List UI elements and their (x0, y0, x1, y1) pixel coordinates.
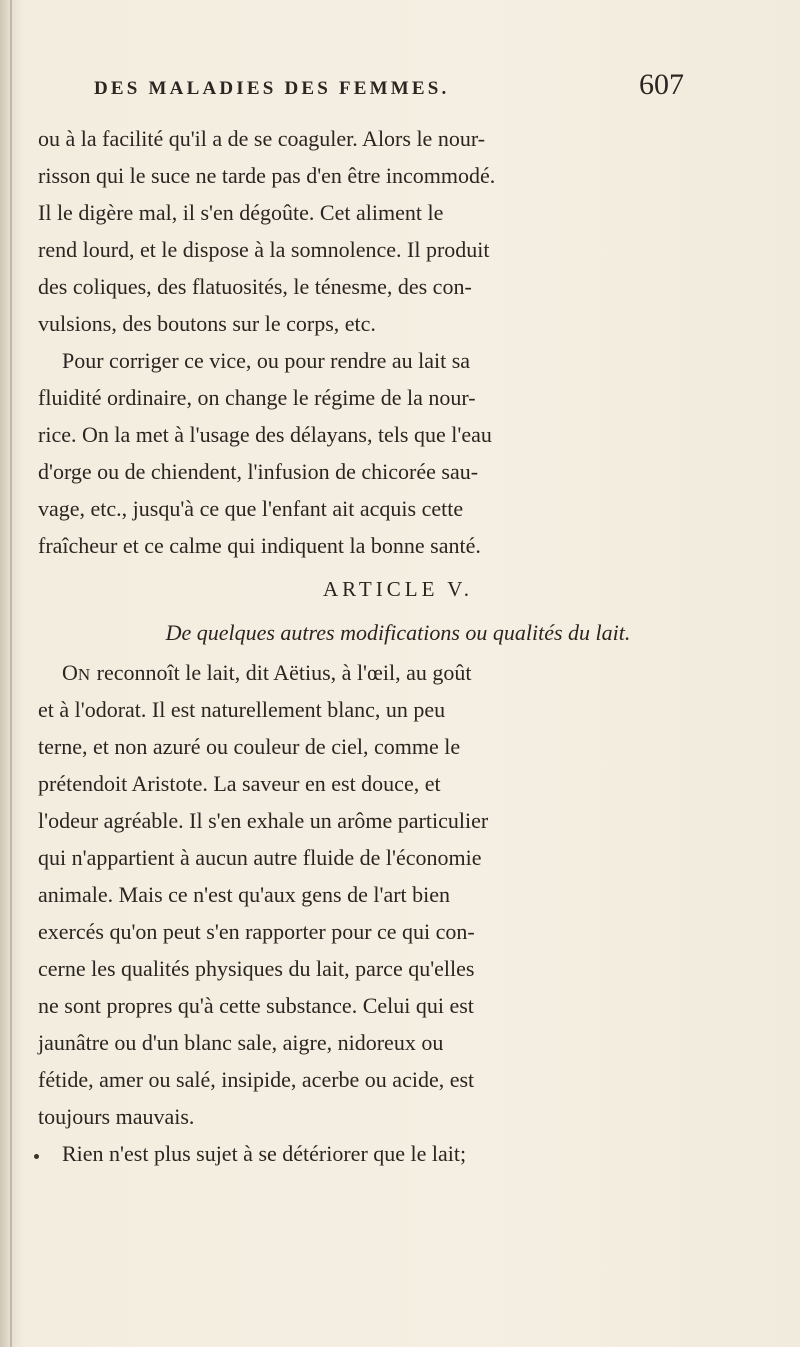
text-line: ou à la facilité qu'il a de se coaguler. Alors le nour- (38, 126, 486, 151)
text-line: rice. On la met à l'usage des délayans, tels que l'eau (38, 422, 492, 447)
text-line: fétide, amer ou salé, insipide, acerbe ou acide, est (38, 1067, 475, 1092)
running-head: DES MALADIES DES FEMMES. (94, 78, 450, 99)
text-line: Il le digère mal, il s'en dégoûte. Cet aliment le (38, 200, 444, 225)
page-number: 607 (639, 68, 684, 101)
ink-mark (34, 1154, 39, 1159)
text-line: jaunâtre ou d'un blanc sale, aigre, nidoreux ou (38, 1030, 444, 1055)
text-line: Pour corriger ce vice, ou pour rendre au lait sa (62, 348, 471, 373)
text-line: vage, etc., jusqu'à ce que l'enfant ait acquis cette (38, 496, 464, 521)
text-line: fraîcheur et ce calme qui indiquent la bonne santé. (38, 533, 481, 558)
text-line: risson qui le suce ne tarde pas d'en être incommodé. (38, 163, 496, 188)
drop-cap: O (62, 660, 78, 685)
text-line: toujours mauvais. (38, 1104, 195, 1129)
text-line: et à l'odorat. Il est naturellement blanc, un peu (38, 697, 446, 722)
page-gutter (10, 0, 12, 1347)
text-line-first (38, 654, 758, 691)
text-line: d'orge ou de chiendent, l'infusion de chicorée sau- (38, 459, 479, 484)
page-header (94, 68, 684, 108)
text-line: rend lourd, et le dispose à la somnolence. Il produit (38, 237, 490, 262)
article-heading: ARTICLE V. (323, 577, 473, 601)
text-line: des coliques, des flatuosités, le ténesme, des con- (38, 274, 472, 299)
text-line: ne sont propres qu'à cette substance. Celui qui est (38, 993, 474, 1018)
body-text (38, 120, 758, 1172)
first-line-text: reconnoît le lait, dit Aëtius, à l'œil, au goût (91, 660, 472, 685)
text-line: cerne les qualités physiques du lait, parce qu'elles (38, 956, 475, 981)
article-subtitle: De quelques autres modifications ou qualités du lait. (165, 620, 631, 645)
text-line: qui n'appartient à aucun autre fluide de l'économie (38, 845, 482, 870)
small-caps: N (77, 665, 92, 684)
text-line: fluidité ordinaire, on change le régime de la nour- (38, 385, 476, 410)
text-line: animale. Mais ce n'est qu'aux gens de l'art bien (38, 882, 451, 907)
text-line: vulsions, des boutons sur le corps, etc. (38, 311, 376, 336)
text-line: prétendoit Aristote. La saveur en est douce, et (38, 771, 441, 796)
text-line: l'odeur agréable. Il s'en exhale un arôme particulier (38, 808, 489, 833)
text-line: terne, et non azuré ou couleur de ciel, comme le (38, 734, 461, 759)
text-line: exercés qu'on peut s'en rapporter pour ce qui con- (38, 919, 475, 944)
text-line: Rien n'est plus sujet à se détériorer que le lait; (62, 1141, 467, 1166)
